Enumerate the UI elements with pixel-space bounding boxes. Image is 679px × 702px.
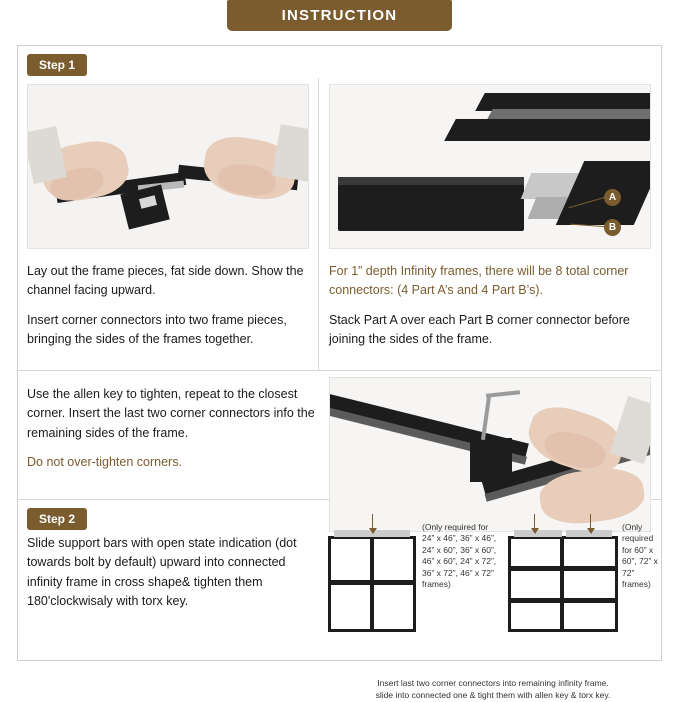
label-part-a: A — [604, 189, 621, 206]
instruction-banner: INSTRUCTION — [227, 0, 452, 31]
caption-text-warning: Do not over-tighten corners. — [27, 455, 182, 470]
step-2-note-right: (Only required for 60” x 60”, 72” x 72” frames) — [622, 522, 658, 590]
step-1-badge: Step 1 — [27, 54, 87, 76]
vertical-divider — [318, 78, 319, 370]
step-2-bottom-note — [328, 678, 658, 702]
photo-corner-connectors — [329, 84, 651, 249]
diagram-frame-right — [508, 522, 618, 632]
diagram-frame-left — [328, 522, 416, 632]
step-1b-caption — [27, 385, 317, 473]
caption-text: Stack Part A over each Part B corner connector before joining the sides of the frame. — [329, 312, 630, 347]
caption-text: Insert corner connectors into two frame pieces, bringing the sides of the frames together. — [27, 312, 287, 347]
step-2-caption — [27, 534, 322, 612]
label-part-b: B — [604, 219, 621, 236]
bottom-note-line-2: slide into connected one & tight them with allen key & torx key. — [375, 689, 611, 700]
instruction-sheet — [17, 45, 662, 700]
photo-frame-assembly — [27, 84, 309, 249]
step-2-row — [18, 500, 661, 700]
caption-text: Lay out the frame pieces, fat side down. Show the channel facing upward. — [27, 264, 304, 298]
step-2-note-left: (Only required for 24” x 46”, 36” x 46”, 24” x 60”, 36” x 60”, 46” x 60”, 24” x 72”, 36” x 72”, 46” x 72” frames) — [422, 522, 497, 590]
step-1b-row — [18, 371, 661, 499]
step-1-right-caption — [329, 262, 651, 350]
caption-text: Use the allen key to tighten, repeat to the closest corner. Insert the last two corner connectors info the remaining sides of the frame. — [27, 387, 315, 440]
caption-text: Slide support bars with open state indication (dot towards bolt by default) upward into connected infinity frame in cross shape& tighten them 180'clockwisaly with torx key. — [27, 536, 297, 609]
step-1-row — [18, 78, 661, 371]
step-2-badge: Step 2 — [27, 508, 87, 530]
bottom-note-line-1: Insert last two corner connectors into remaining infinity frame. — [377, 678, 609, 688]
step-1-left-caption — [27, 262, 309, 350]
header — [0, 0, 679, 36]
caption-text-highlight: For 1” depth Infinity frames, there will be 8 total corner connectors: (4 Part A’s and 4 Part B’s). — [329, 264, 629, 298]
